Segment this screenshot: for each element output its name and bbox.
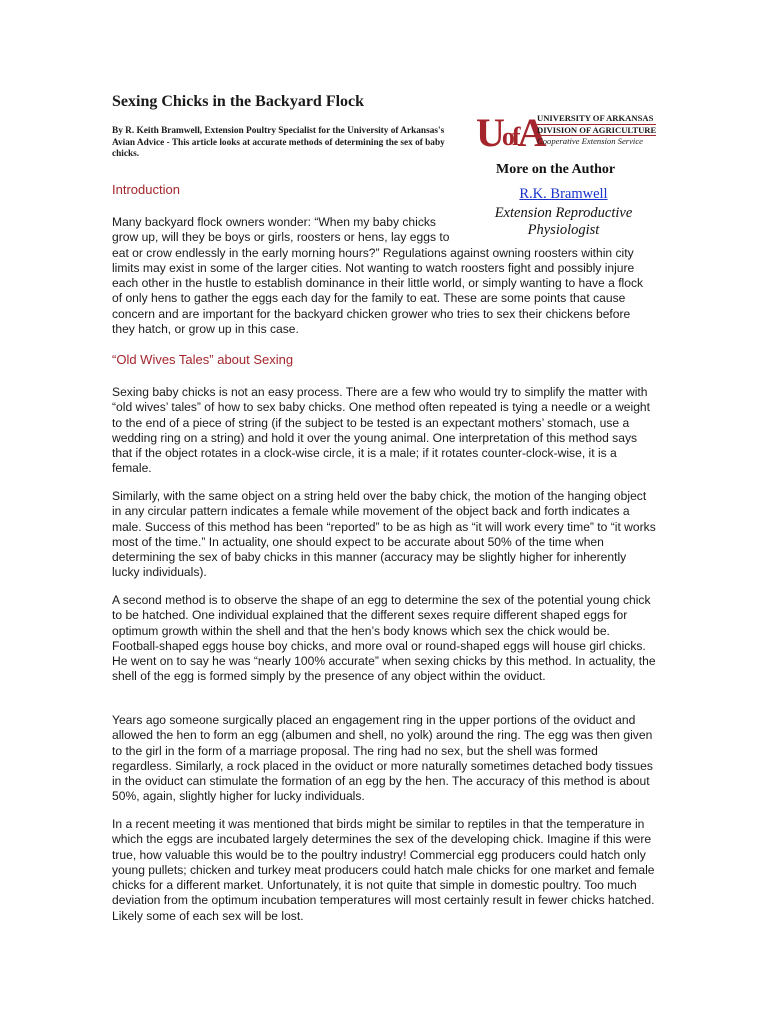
paragraph-5: In a recent meeting it was mentioned that birds might be similar to reptiles in that the temperature in which the eggs are incubated largely determines the sex of the developing chick. Imagine if this were true, how valuable this would be to the poultry industry! Commercial egg producers could hatch only young pullets; chicken and turkey meat producers could hatch male chicks for one market and female chicks for a different market. Unfortunately, it is not quite that simple in domestic poultry. Too much deviation from the optimum incubation temperatures will most certainly result in fewer chicks hatched. Likely some of each sex will be lost. [112,817,655,923]
logo-extension-text: Cooperative Extension Service [537,136,643,146]
byline: By R. Keith Bramwell, Extension Poultry Specialist for the University of Arkansas's Avian Advice - This article looks at accurate methods of determining the sex of baby chicks. [112,126,445,159]
more-on-author-heading: More on the Author [496,162,616,177]
document-title: Sexing Chicks in the Backyard Flock [112,93,365,110]
author-link[interactable]: R.K. Bramwell [519,186,608,202]
logo-division-text: DIVISION OF AGRICULTURE [537,124,657,135]
paragraph-3: A second method is to observe the shape of an egg to determine the sex of the potential young chick to be hatched. One individual explained that the different sexes require different shaped eggs for optimum growth within the shell and that the hen’s body knows which sex the chick would be. Football-shaped eggs house boy chicks, and more oval or round-shaped eggs will house girl chicks. He went on to say he was “nearly 100% accurate” when sexing chicks by this method. In actuality, the shell of the egg is formed simply by the presence of any object within the oviduct. [112,593,656,684]
uofa-logo-mark: $U^{of}A$ [476,110,544,155]
introduction-paragraph: Many backyard flock owners wonder: “When my baby chicks grow up, will they be boys or girls, roosters or hens, lay eggs to eat or crow endlessly in the early morning hours?” Regulations against owning roosters within city limits may exist in some of the larger cities. Not wanting to watch roosters fight and possibly injure each other in the hustle to establish dominance in their little world, or simply wanting to have a flock of only hens to gather the eggs each day for the family to eat. These are some points that cause concern and are important for the backyard chicken grower who tries to sex their chickens before they hatch, or grow up in this case. [112,215,656,337]
paragraph-4: Years ago someone surgically placed an engagement ring in the upper portions of the oviduct and allowed the hen to form an egg (albumen and shell, no yolk) around the ring. The egg was then given to the girl in the form of a marriage proposal. The ring had no sex, but the shell was formed regardless. Similarly, a rock placed in the oviduct or more naturally sometimes detached body tissues in the oviduct can stimulate the formation of an egg by the hen. The accuracy of this method is about 50%, again, slightly higher for lucky individuals. [112,713,653,804]
author-role: Extension Reproductive Physiologist [494,205,633,238]
paragraph-1: Sexing baby chicks is not an easy process. There are a few who would try to simplify the matter with “old wives’ tales” of how to sex baby chicks. One method often repeated is tying a needle or a weight to the end of a piece of string (if the subject to be tested is an expectant mothers’ stomach, use a wedding ring on a string) and hold it over the young animal. One interpretation of this method says that if the object rotates in a clock-wise circle, it is a male; if it rotates counter-clock-wise, it is a female. [112,385,651,476]
uofa-logo [476,111,676,155]
old-wives-tales-heading: “Old Wives Tales” about Sexing [112,352,294,367]
introduction-heading: Introduction [112,182,180,197]
logo-university-text: UNIVERSITY OF ARKANSAS [537,113,656,125]
paragraph-2: Similarly, with the same object on a string held over the baby chick, the motion of the hanging object in any circular pattern indicates a female while movement of the object back and forth indicates a male. Success of this method has been “reported” to be as high as “it will work every time” to “it works most of the time.” In actuality, one should expect to be accurate about 50% of the time when determining the sex of baby chicks in this manner (accuracy may be slightly higher for inherently lucky individuals). [112,489,656,580]
sidebar-spacer [460,215,656,245]
